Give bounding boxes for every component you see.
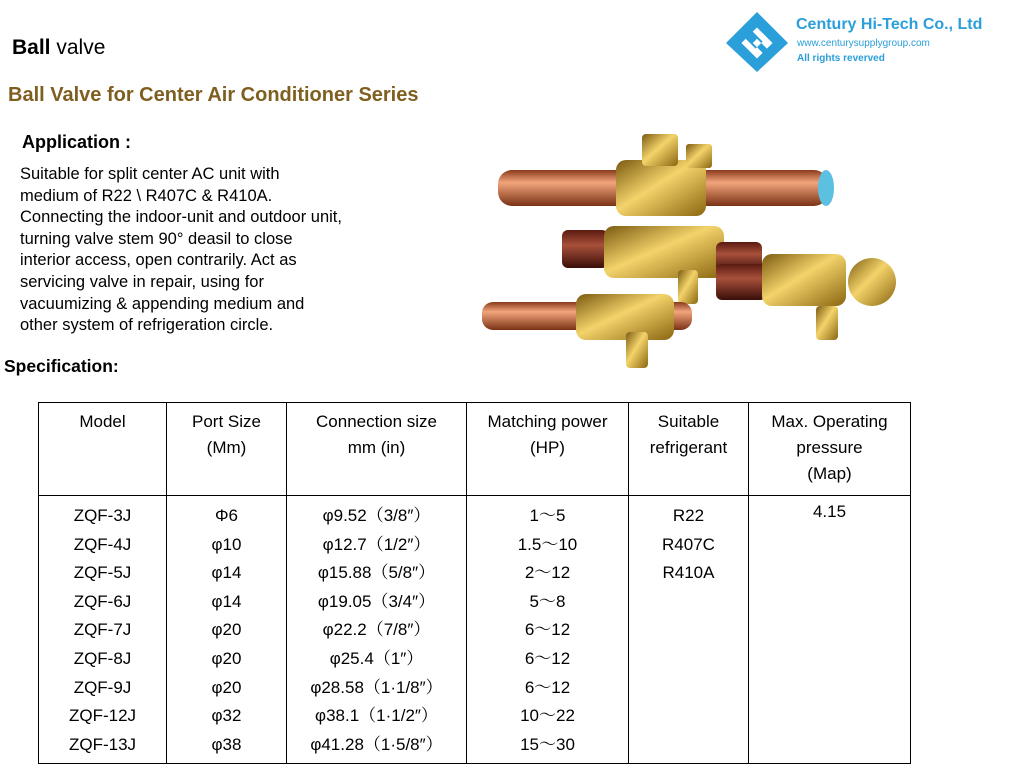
column-header: [167, 403, 287, 496]
diamond-logo-icon: [724, 10, 790, 74]
model-value: ZQF-5J: [73, 563, 132, 583]
port-size-value: φ38: [211, 734, 242, 754]
column-header-label: Model: [79, 412, 126, 431]
application-heading: Application :: [22, 132, 131, 152]
matching-power-value: 6～12: [524, 677, 571, 697]
company-url: www.centurysupplygroup.com: [797, 38, 930, 49]
column-header-label: mm (in): [347, 438, 406, 457]
connection-size-value: φ25.4（1″）: [329, 648, 424, 668]
column-header-label: Suitable: [657, 412, 720, 431]
ball-valve-photo: [476, 120, 906, 388]
port-size-value: φ10: [211, 534, 242, 554]
application-line: other system of refrigeration circle.: [20, 316, 274, 335]
page-title: [12, 36, 105, 60]
port-size-value: φ20: [211, 677, 242, 697]
port-size-value: Φ6: [214, 506, 239, 525]
column-header-label: Port Size: [192, 412, 261, 431]
matching-power-value: 15～30: [520, 734, 575, 754]
model-value: ZQF-13J: [68, 734, 137, 754]
refrigerant-value: R22: [672, 506, 705, 525]
specification-table: [38, 402, 911, 764]
model-column: [39, 496, 167, 764]
matching-power-column: [467, 496, 629, 764]
connection-size-value: φ41.28（1·5/8″）: [310, 734, 443, 754]
model-value: ZQF-4J: [73, 534, 132, 554]
table-body-row: [39, 496, 911, 764]
port-size-value: φ32: [211, 706, 242, 726]
matching-power-value: 6～12: [524, 648, 571, 668]
application-line: servicing valve in repair, using for: [20, 272, 264, 291]
application-line: Suitable for split center AC unit with: [20, 165, 280, 183]
model-value: ZQF-3J: [73, 506, 132, 525]
column-header-label: Max. Operating: [771, 412, 888, 431]
model-value: ZQF-6J: [73, 591, 132, 611]
column-header-label: (Mm): [206, 438, 247, 457]
matching-power-value: 1.5～10: [517, 534, 578, 554]
port-size-value: φ14: [211, 563, 242, 583]
specification-heading: Specification:: [4, 356, 119, 376]
matching-power-value: 1～5: [529, 506, 566, 525]
refrigerant-column: [629, 496, 749, 764]
company-name: Century Hi-Tech Co., Ltd: [796, 16, 983, 33]
connection-size-value: φ22.2（7/8″）: [322, 620, 431, 640]
application-line: turning valve stem 90° deasil to close: [20, 229, 293, 248]
page-title-rest: valve: [50, 36, 106, 59]
section-subtitle: Ball Valve for Center Air Conditioner Series: [8, 84, 419, 106]
column-header: [287, 403, 467, 496]
column-header-label: (HP): [530, 438, 565, 457]
rights-notice: All rights reverved: [797, 53, 885, 64]
matching-power-value: 2～12: [524, 563, 571, 583]
column-header-label: Matching power: [487, 412, 608, 431]
max-pressure-cell: [749, 496, 911, 764]
column-header: [39, 403, 167, 496]
refrigerant-value: R407C: [662, 534, 715, 554]
application-line: interior access, open contrarily. Act as: [20, 251, 297, 270]
model-value: ZQF-9J: [73, 677, 132, 697]
column-header: [629, 403, 749, 496]
table-header-row: [39, 403, 911, 496]
refrigerant-value: R410A: [662, 563, 715, 583]
port-size-value: φ20: [211, 648, 242, 668]
connection-size-value: φ19.05（3/4″）: [317, 591, 436, 611]
page-title-bold: Ball: [12, 36, 51, 59]
connection-size-value: φ38.1（1·1/2″）: [315, 706, 438, 726]
port-size-value: φ20: [211, 620, 242, 640]
column-header: [467, 403, 629, 496]
connection-size-column: [287, 496, 467, 764]
application-line: medium of R22 \ R407C & R410A.: [20, 186, 273, 205]
connection-size-value: φ28.58（1·1/8″）: [310, 677, 443, 697]
port-size-column: [167, 496, 287, 764]
company-logo: [724, 10, 1020, 74]
matching-power-value: 6～12: [524, 620, 571, 640]
port-size-value: φ14: [211, 591, 242, 611]
application-text: [20, 164, 440, 337]
application-line: Connecting the indoor-unit and outdoor unit,: [20, 208, 342, 227]
matching-power-value: 10～22: [520, 706, 575, 726]
connection-size-value: φ15.88（5/8″）: [317, 563, 436, 583]
column-header-label: Connection size: [316, 412, 437, 431]
column-header-label: refrigerant: [649, 438, 728, 457]
connection-size-value: φ9.52（3/8″）: [322, 506, 431, 525]
model-value: ZQF-7J: [73, 620, 132, 640]
max-pressure-value: 4.15: [812, 502, 847, 521]
model-value: ZQF-8J: [73, 648, 132, 668]
column-header: [749, 403, 911, 496]
column-header-label: (Map): [807, 464, 852, 483]
column-header-label: pressure: [796, 438, 863, 457]
application-line: vacuumizing & appending medium and: [20, 294, 305, 313]
connection-size-value: φ12.7（1/2″）: [322, 534, 431, 554]
model-value: ZQF-12J: [68, 706, 137, 726]
matching-power-value: 5～8: [529, 591, 566, 611]
